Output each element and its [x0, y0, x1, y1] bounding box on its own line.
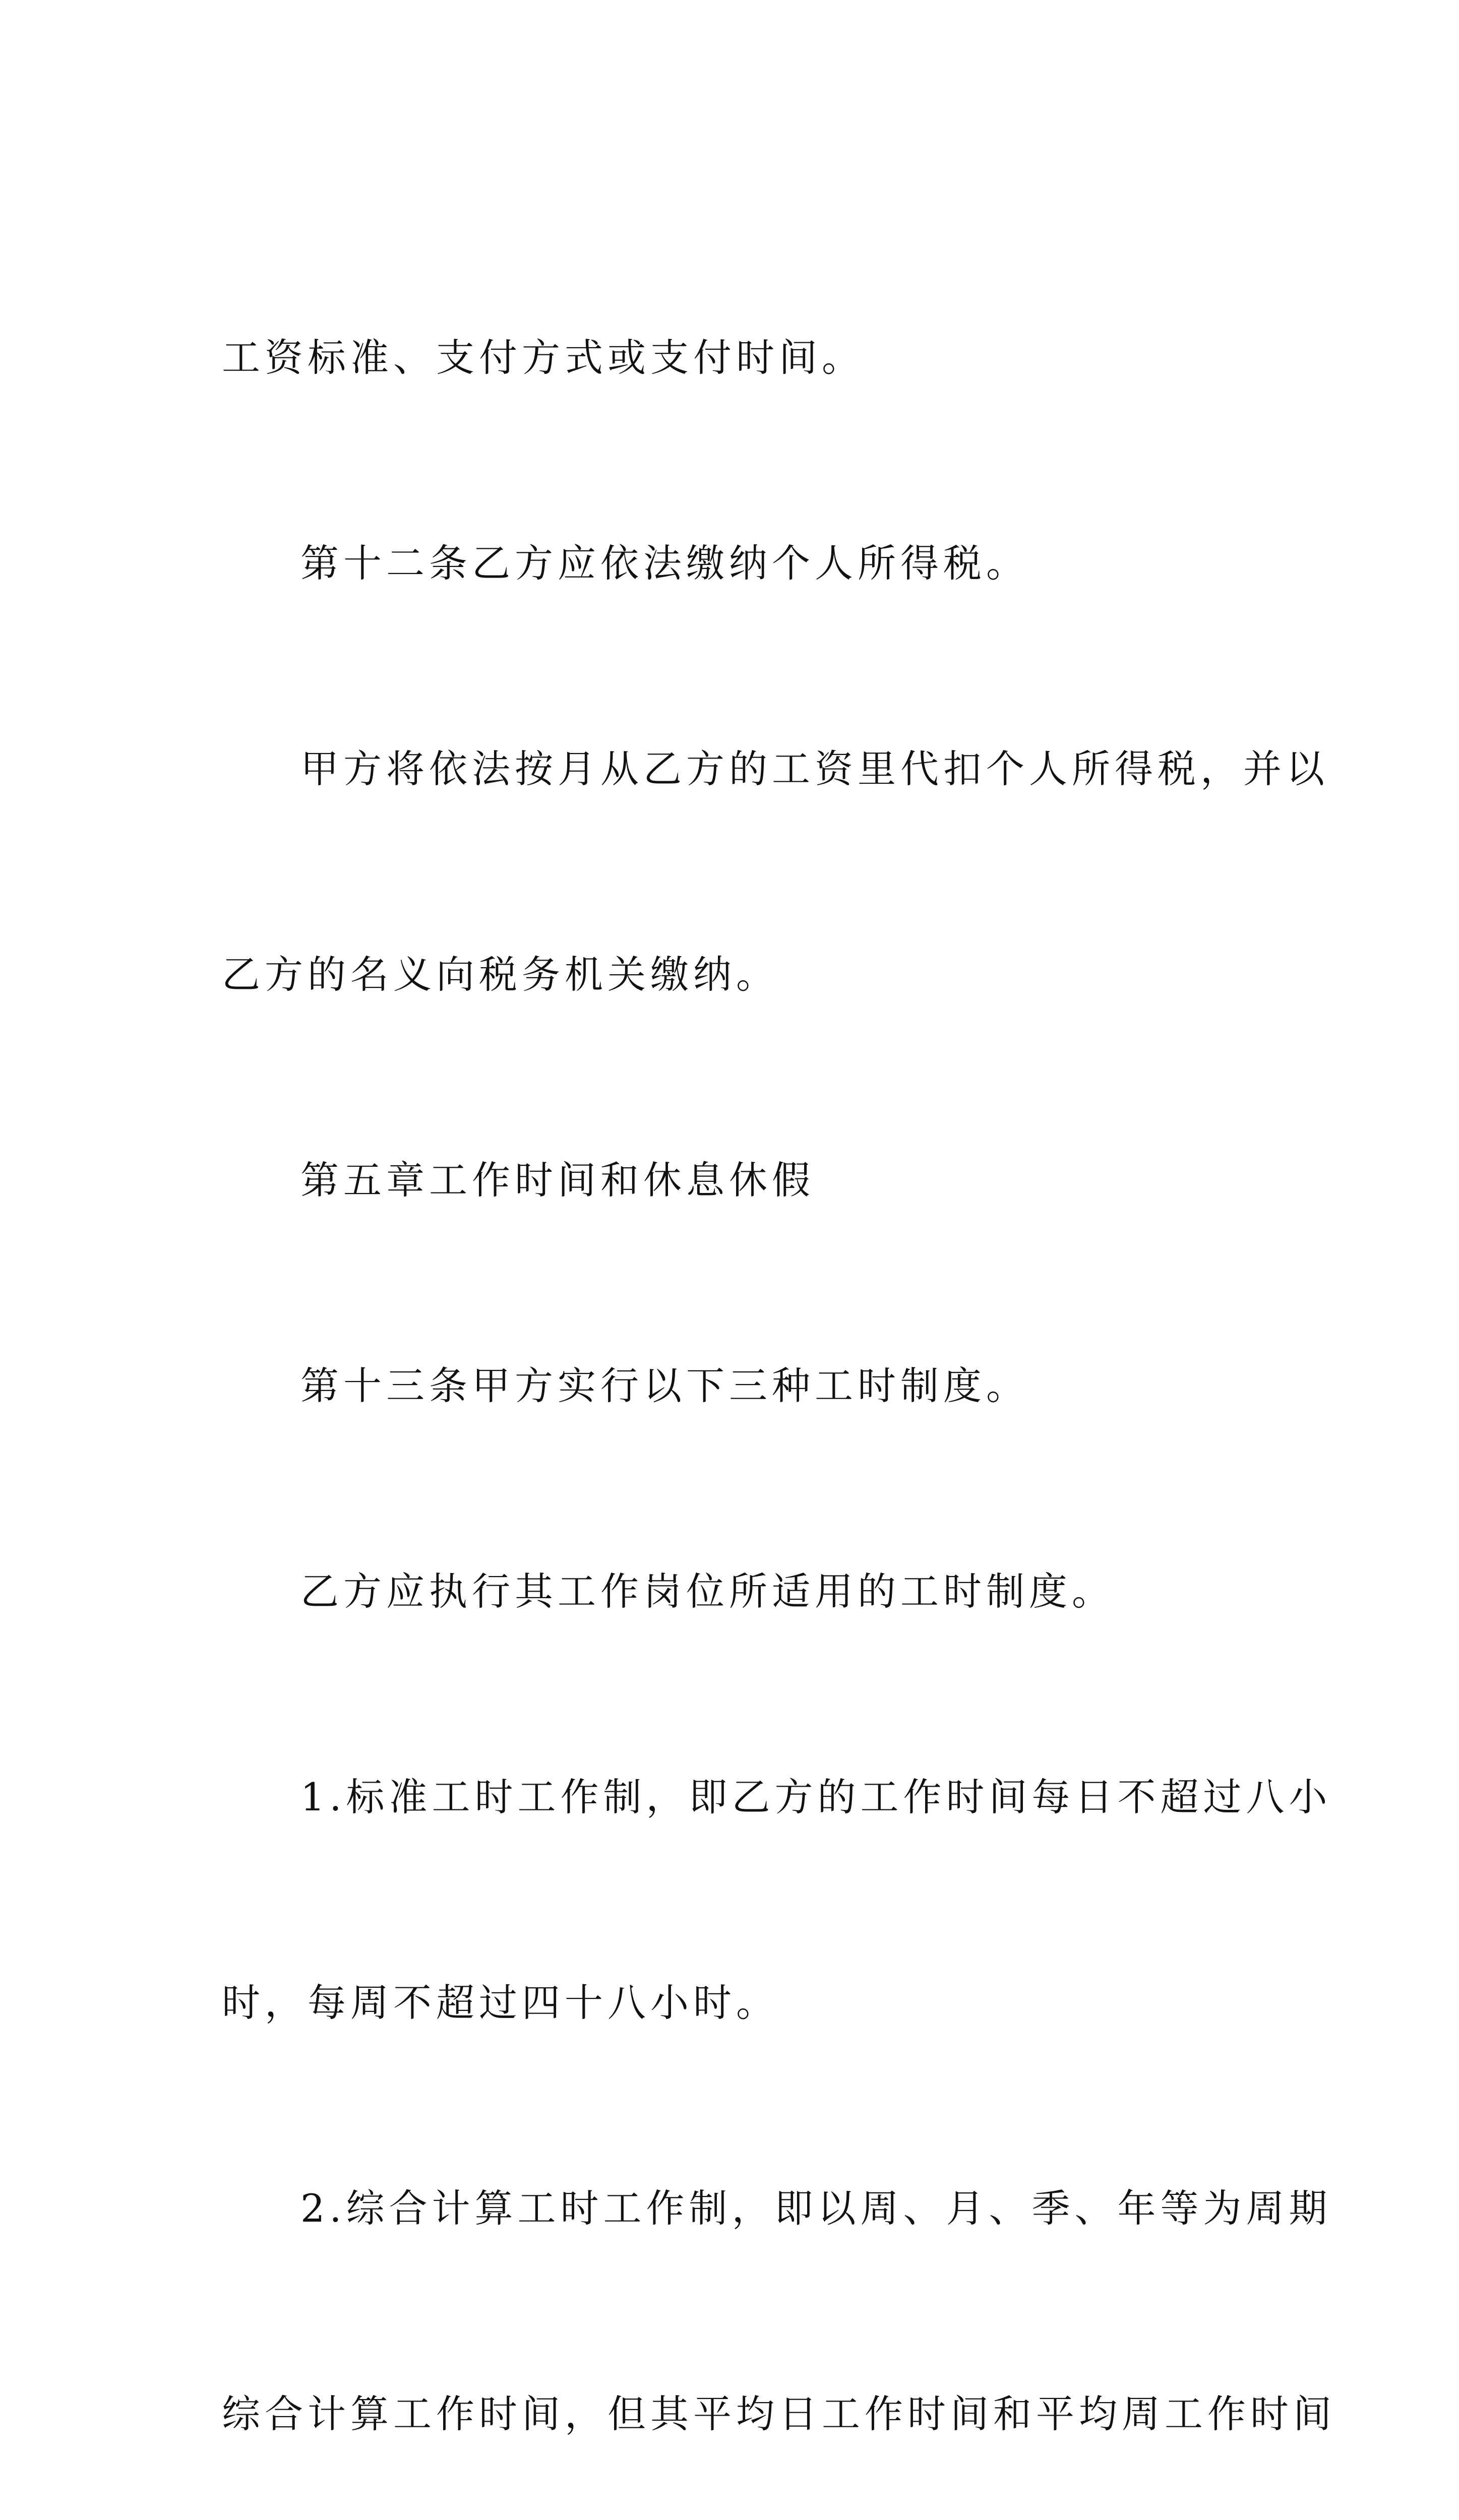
- document-body: [222, 186, 1336, 2520]
- text-line: 2.综合计算工时工作制，即以周、月、季、年等为周期: [300, 2186, 1332, 2231]
- text-line: 时，每周不超过四十八小时。: [222, 1980, 779, 2025]
- text-line: 综合计算工作时间，但其平均日工作时间和平均周工作时间: [222, 2391, 1336, 2436]
- text-line: 1.标准工时工作制，即乙方的工作时间每日不超过八小: [300, 1775, 1332, 1819]
- text-line: 甲方将依法按月从乙方的工资里代扣个人所得税，并以: [300, 746, 1329, 791]
- chapter-heading: 第五章工作时间和休息休假: [300, 1158, 815, 1203]
- text-line: 乙方的名义向税务机关缴纳。: [222, 952, 779, 997]
- text-line: 工资标准、支付方式或支付时间。: [222, 335, 865, 380]
- text-line: 第十三条甲方实行以下三种工时制度。: [300, 1363, 1029, 1408]
- text-line: 乙方应执行其工作岗位所适用的工时制度。: [300, 1569, 1115, 1614]
- document-text-block: [222, 186, 1336, 2520]
- text-line: 第十二条乙方应依法缴纳个人所得税。: [300, 541, 1029, 586]
